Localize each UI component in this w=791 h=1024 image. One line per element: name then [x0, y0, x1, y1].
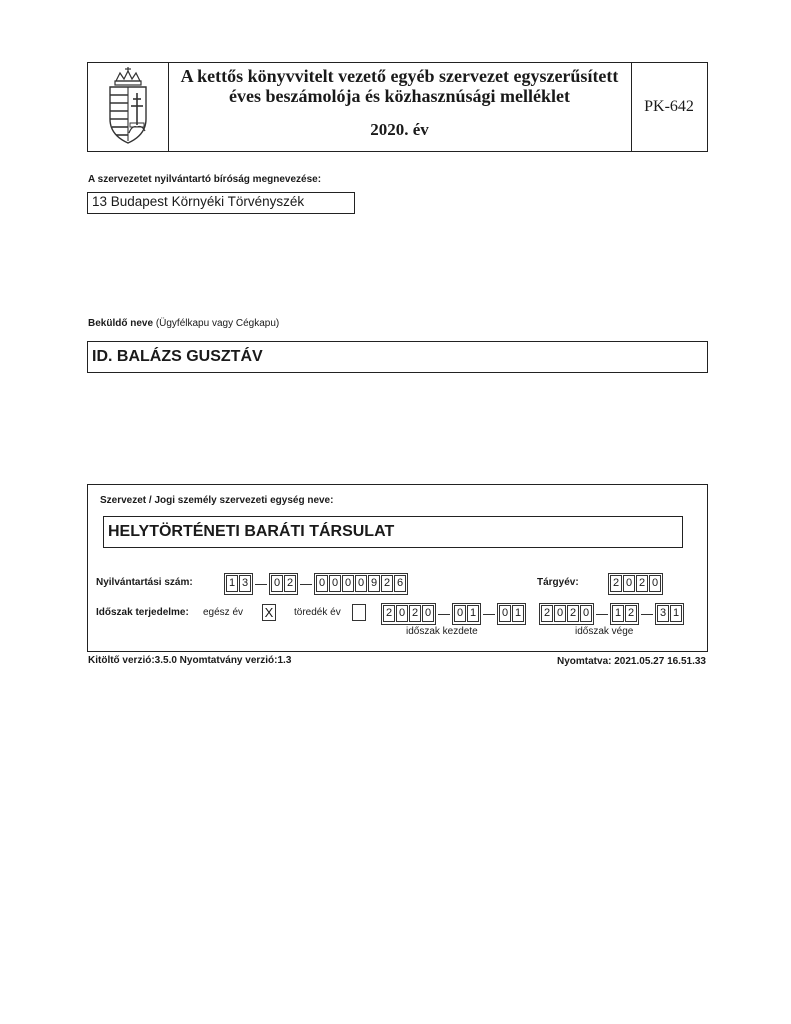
- separator-dash: [483, 614, 495, 615]
- partial-year-checkbox[interactable]: [352, 604, 366, 622]
- digit-box: 0: [422, 605, 434, 622]
- period-end-label: időszak vége: [575, 626, 634, 637]
- digit-box: 0: [580, 605, 592, 622]
- digit-box: 2: [610, 575, 622, 592]
- period-label: Időszak terjedelme:: [96, 607, 189, 618]
- crest-cell: [88, 63, 169, 151]
- digit-box: 2: [567, 605, 579, 622]
- period-start-field[interactable]: [381, 603, 526, 625]
- whole-year-label: egész év: [203, 607, 244, 618]
- digit-box: 9: [368, 575, 380, 592]
- form-code: PK-642: [644, 98, 694, 115]
- digit-box: 0: [271, 575, 283, 592]
- digit-box: 2: [381, 575, 393, 592]
- court-label: A szervezetet nyilvántartó bíróság megnevezése:: [88, 174, 322, 185]
- digit-box: 1: [612, 605, 624, 622]
- partial-year-label: töredék év: [294, 607, 341, 618]
- print-timestamp: Nyomtatva: 2021.05.27 16.51.33: [557, 656, 706, 667]
- subject-year-label: Tárgyév:: [537, 577, 579, 588]
- subject-year-group: [608, 573, 663, 595]
- digit-box: 1: [467, 605, 479, 622]
- separator-dash: [596, 614, 608, 615]
- digit-box: 1: [226, 575, 238, 592]
- digit-box: 3: [657, 605, 669, 622]
- subject-year-field[interactable]: [608, 573, 663, 595]
- digit-box: 1: [512, 605, 524, 622]
- date-day-group: [655, 603, 684, 625]
- sender-label-row: [88, 318, 279, 329]
- date-year-group: [381, 603, 436, 625]
- separator-dash: [255, 584, 267, 585]
- date-day-group: [497, 603, 526, 625]
- digit-box: 0: [623, 575, 635, 592]
- separator-dash: [641, 614, 653, 615]
- form-title-line-1: A kettős könyvvitelt vezető egyéb szervezet egyszerűsített: [180, 66, 619, 86]
- version-info: Kitöltő verzió:3.5.0 Nyomtatvány verzió:1.3: [88, 655, 292, 666]
- digit-box: 2: [383, 605, 395, 622]
- checkbox-box: X: [262, 604, 276, 621]
- digit-box: 0: [454, 605, 466, 622]
- form-year: 2020. év: [370, 120, 429, 139]
- sender-name-field[interactable]: ID. BALÁZS GUSZTÁV: [87, 341, 708, 373]
- digit-box: 0: [329, 575, 341, 592]
- digit-box: 0: [396, 605, 408, 622]
- court-field[interactable]: 13 Budapest Környéki Törvényszék: [87, 192, 355, 214]
- digit-box: 2: [541, 605, 553, 622]
- date-year-group: [539, 603, 594, 625]
- registry-label: Nyilvántartási szám:: [96, 577, 193, 588]
- organization-name-field[interactable]: HELYTÖRTÉNETI BARÁTI TÁRSULAT: [103, 516, 683, 548]
- organization-section: [87, 484, 708, 652]
- digit-box: 0: [554, 605, 566, 622]
- registry-number-field[interactable]: [224, 573, 408, 595]
- whole-year-checkbox[interactable]: [262, 604, 276, 622]
- digit-box: 0: [316, 575, 328, 592]
- sender-label: Beküldő neve: [88, 318, 154, 329]
- digit-box: 2: [409, 605, 421, 622]
- digit-box: 0: [649, 575, 661, 592]
- form-title-line-2: éves beszámolója és közhasznúsági melléklet: [229, 86, 570, 106]
- hungarian-coat-of-arms-icon: [88, 63, 168, 151]
- registry-group-3: [314, 573, 408, 595]
- digit-box: 0: [499, 605, 511, 622]
- registry-group-1: [224, 573, 253, 595]
- digit-box: 2: [636, 575, 648, 592]
- registry-group-2: [269, 573, 298, 595]
- digit-box: 2: [284, 575, 296, 592]
- separator-dash: [300, 584, 312, 585]
- organization-label: Szervezet / Jogi személy szervezeti egység neve:: [100, 495, 334, 506]
- date-month-group: [610, 603, 639, 625]
- checkbox-box: [352, 604, 366, 621]
- digit-box: 1: [670, 605, 682, 622]
- digit-box: 3: [239, 575, 251, 592]
- digit-box: 0: [342, 575, 354, 592]
- separator-dash: [438, 614, 450, 615]
- title-cell: [168, 63, 632, 151]
- period-start-label: időszak kezdete: [406, 626, 478, 637]
- digit-box: 0: [355, 575, 367, 592]
- sender-hint: (Ügyfélkapu vagy Cégkapu): [155, 318, 280, 329]
- digit-box: 6: [394, 575, 406, 592]
- form-header: [87, 62, 708, 152]
- date-month-group: [452, 603, 481, 625]
- period-end-field[interactable]: [539, 603, 684, 625]
- digit-box: 2: [625, 605, 637, 622]
